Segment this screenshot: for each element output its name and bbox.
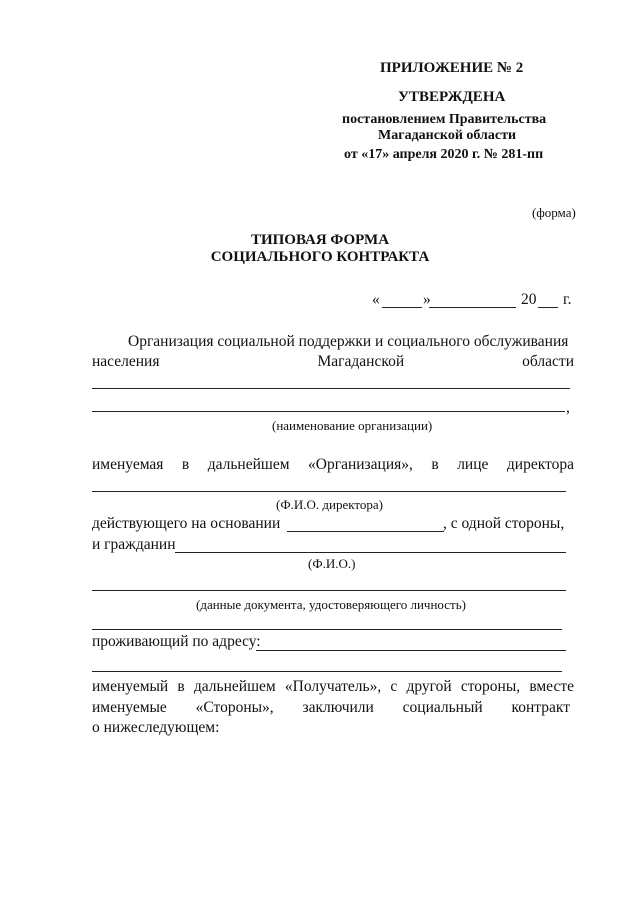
word: «Получатель»,: [284, 678, 382, 695]
year-suffix: г.: [563, 291, 572, 308]
address-blank-2[interactable]: [92, 671, 562, 672]
id-caption: (данные документа, удостоверяющего личность): [196, 597, 466, 612]
citizen-prefix: и гражданин: [92, 536, 176, 553]
word: Магаданской: [317, 353, 405, 370]
word: стороны,: [460, 678, 521, 695]
approved-label: УТВЕРЖДЕНА: [398, 89, 506, 105]
director-caption: (Ф.И.О. директора): [276, 497, 383, 512]
word: в: [181, 456, 190, 473]
id-blank[interactable]: [92, 590, 566, 591]
word: именуемый: [92, 678, 169, 695]
org-comma: ,: [566, 399, 570, 416]
decree-line-2: Магаданской области: [378, 128, 517, 143]
date-quote-close: »: [423, 291, 431, 308]
fio-caption: (Ф.И.О.): [308, 556, 356, 571]
day-blank[interactable]: [382, 307, 422, 308]
org-name-blank-2[interactable]: [92, 411, 565, 412]
org-name-blank-1[interactable]: [92, 388, 570, 389]
decree-date: от «17» апреля 2020 г. № 281-пп: [344, 147, 544, 162]
year-blank[interactable]: [538, 307, 558, 308]
word: в: [177, 678, 185, 695]
appendix-number: ПРИЛОЖЕНИЕ № 2: [380, 60, 524, 76]
word: именуемая: [92, 456, 164, 473]
word: лице: [457, 456, 489, 473]
word: контракт: [511, 699, 570, 716]
word: населения: [92, 353, 160, 370]
director-blank[interactable]: [92, 491, 566, 492]
id-blank-2[interactable]: [92, 629, 562, 630]
word: заключили: [302, 699, 374, 716]
acting-prefix: действующего на основании: [92, 515, 281, 532]
word: другой: [406, 678, 452, 695]
named-org-line: [92, 456, 574, 474]
date-quote-open: «: [372, 291, 380, 308]
word: «Организация»,: [308, 456, 413, 473]
org-caption: (наименование организации): [272, 418, 433, 433]
recipient-line-3: о нижеследующем:: [92, 719, 220, 736]
basis-blank[interactable]: [287, 531, 444, 532]
word: «Стороны»,: [195, 699, 274, 716]
word: дальнейшем: [207, 456, 290, 473]
word: вместе: [529, 678, 574, 695]
residing-label: проживающий по адресу:: [92, 633, 261, 650]
word: в: [431, 456, 439, 473]
org-line-1: Организация социальной поддержки и социального обслуживания: [128, 333, 569, 350]
word: именуемые: [92, 699, 167, 716]
word: с: [390, 678, 398, 695]
org-line-2: [92, 353, 574, 371]
form-label: (форма): [532, 205, 576, 220]
address-blank-1[interactable]: [256, 650, 566, 651]
word: директора: [506, 456, 574, 473]
decree-line-1: постановлением Правительства: [342, 112, 547, 127]
word: социальный: [402, 699, 483, 716]
recipient-line-1: [92, 678, 574, 696]
citizen-blank[interactable]: [175, 552, 566, 553]
month-blank[interactable]: [429, 307, 516, 308]
recipient-line-2: [92, 699, 570, 717]
word: области: [522, 353, 574, 370]
year-prefix: 20: [521, 291, 537, 308]
acting-suffix: , с одной стороны,: [443, 515, 565, 532]
title-line-1: ТИПОВАЯ ФОРМА: [250, 232, 390, 248]
word: дальнейшем: [193, 678, 276, 695]
title-line-2: СОЦИАЛЬНОГО КОНТРАКТА: [210, 249, 430, 265]
